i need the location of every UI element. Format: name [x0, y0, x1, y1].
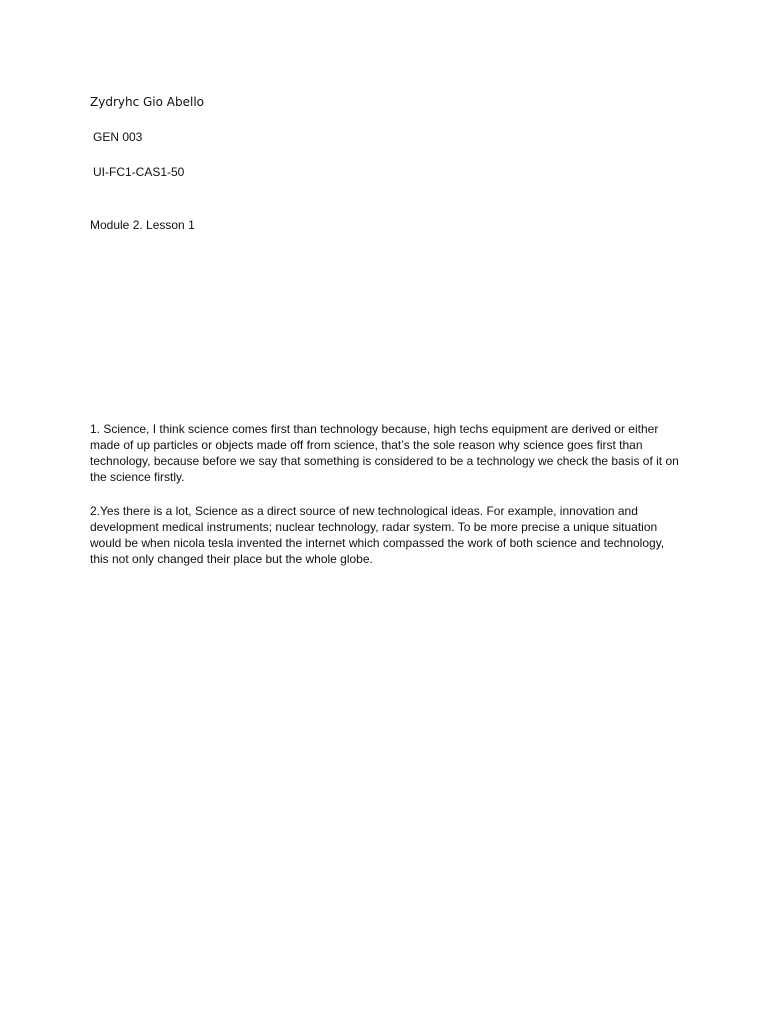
answer-2-line: would be when nicola tesla invented the internet which compassed the work of both science and technology, [90, 536, 665, 550]
answer-1-line: made of up particles or objects made off from science, that’s the sole reason why science goes first than [90, 438, 643, 452]
course-code: GEN 003 [93, 130, 143, 144]
answer-2-line: development medical instruments; nuclear technology, radar system. To be more precise a unique situation [90, 520, 658, 534]
answer-2-line: this not only changed their place but the whole globe. [90, 552, 373, 566]
answer-paragraph-1 [90, 421, 690, 485]
answer-1-line: 1. Science, I think science comes first than technology because, high techs equipment are derived or either [90, 422, 659, 436]
answer-paragraph-2 [90, 503, 690, 567]
author-name: Zydryhc Gio Abello [90, 95, 204, 109]
answer-2-line: 2.Yes there is a lot, Science as a direct source of new technological ideas. For example, innovation and [90, 504, 638, 518]
section-code: UI-FC1-CAS1-50 [93, 165, 185, 179]
answer-1-line: the science firstly. [90, 470, 185, 484]
answer-1-line: technology, because before we say that something is considered to be a technology we check the basis of it on [90, 454, 679, 468]
module-title: Module 2. Lesson 1 [90, 218, 195, 232]
